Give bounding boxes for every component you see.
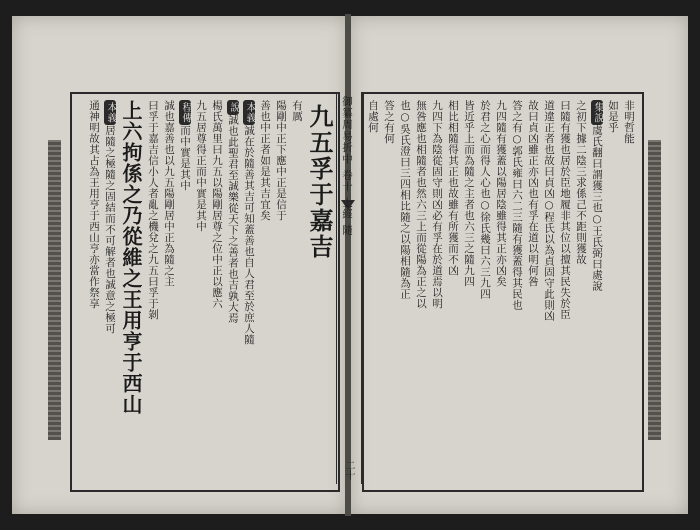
banner-title: 御纂周易折中 bbox=[341, 96, 353, 165]
right-page-column-text: 無咎應也相隨者也然六三上而從陽為正之以 bbox=[415, 100, 427, 309]
banner-footer: 隨 bbox=[341, 224, 353, 236]
left-page-column-text: 陽剛中正下應中正是信于 bbox=[275, 100, 287, 221]
right-page-column bbox=[383, 100, 395, 480]
right-page-column bbox=[463, 100, 475, 480]
left-page-column bbox=[195, 100, 207, 480]
right-page-column bbox=[607, 100, 619, 480]
right-page-column-text: 如是乎 bbox=[607, 100, 619, 133]
left-page-column bbox=[120, 100, 142, 480]
left-page-column bbox=[163, 100, 175, 480]
left-page-column bbox=[291, 100, 303, 480]
right-page-column-text: 曰隨有獲也居於臣地履非其位以擅其民失於臣 bbox=[559, 100, 571, 320]
banner-text bbox=[341, 96, 353, 236]
right-page-column-text: 故曰貞凶雖正亦凶也有孚在道以明何咎 bbox=[527, 100, 539, 287]
left-page-column-text: 誠在於隨善其吉可知蓋善也自人君至於庶人隨 bbox=[243, 125, 255, 345]
right-page-column bbox=[527, 100, 539, 480]
left-worn-edge bbox=[48, 140, 61, 440]
right-page-column-text: 相比相隨得其正也故雖有所獲而不凶 bbox=[447, 100, 459, 276]
left-page-column-tag: 本義 bbox=[105, 102, 116, 123]
left-page-column-text: 九五居尊得正而中實是其中 bbox=[195, 100, 207, 232]
right-page-column bbox=[399, 100, 411, 480]
left-page-column-text: 曰孚于嘉吉信小人者亂之機兌之九五曰孚于剝 bbox=[147, 100, 159, 320]
left-page-column-text: 誠也嘉善也以九五陽剛居中正為隨之主 bbox=[163, 100, 175, 287]
right-page-column-text: 於君之心而得人心也○徐氏幾曰六三九四 bbox=[479, 100, 491, 300]
left-page-column bbox=[147, 100, 159, 480]
right-page-column bbox=[543, 100, 555, 480]
left-page-column-text: 而中實是其中 bbox=[179, 125, 191, 191]
right-page-column-text: 道違正者也故曰貞凶○程氏以為貞固守此則凶 bbox=[543, 100, 555, 322]
right-page-column-text: 答之有○郭氏雍曰六二三隨有獲蓋得其民也 bbox=[511, 100, 523, 311]
right-page-column-text: 九四隨有獲蓋以陽居陰雖得其正亦凶矣 bbox=[495, 100, 507, 287]
right-page-column bbox=[511, 100, 523, 480]
left-page-column bbox=[227, 100, 239, 480]
left-page-column-text: 通神明故其占為王用亨于西山亨亦當作祭享 bbox=[88, 100, 100, 309]
left-page-column-tag: 程傳 bbox=[180, 102, 191, 123]
right-page-column bbox=[623, 100, 635, 480]
left-page-column-text: 居隨之極隨之固結而不可解者也誠意之極可 bbox=[104, 125, 116, 334]
left-page-column-tag: 說 bbox=[228, 102, 239, 113]
right-page-column-text: 非明哲能 bbox=[623, 100, 635, 144]
right-page-column-text: 答之有何 bbox=[383, 100, 395, 144]
left-page-column bbox=[104, 100, 116, 480]
left-page-column bbox=[275, 100, 287, 480]
page-number: 二十 bbox=[343, 460, 354, 480]
right-page-column-text: 之初下據二陰三求係己不距則獲故 bbox=[575, 100, 587, 265]
right-page-column bbox=[415, 100, 427, 480]
right-page-column-text: 自處何 bbox=[367, 100, 379, 133]
right-worn-edge bbox=[648, 140, 661, 440]
right-page-column-text: 九四下為陰從固守則凶必有孚在於道焉以明 bbox=[431, 100, 443, 309]
left-page-column bbox=[179, 100, 191, 480]
left-page-column-text: 有厲 bbox=[291, 100, 303, 122]
right-page-column bbox=[367, 100, 379, 480]
right-page-column-text: 虞氏翻曰謂獲三也○王氏弼曰處說 bbox=[591, 125, 603, 292]
right-page-column bbox=[559, 100, 571, 480]
banner-section: 上經 bbox=[341, 196, 353, 220]
right-page-column bbox=[479, 100, 491, 480]
right-page-column-text: 皆近乎上而為隨之主者也六三之隨九四 bbox=[463, 100, 475, 287]
left-page-column bbox=[259, 100, 271, 480]
right-page-column bbox=[495, 100, 507, 480]
right-page-column-tag: 集說 bbox=[592, 102, 603, 123]
left-page-column bbox=[243, 100, 255, 480]
left-page-column-text: 誠也此聖君至誠樂從天下之善者也吉孰大焉 bbox=[227, 114, 239, 324]
left-page-column-text: 楊氏萬里曰九五以陽剛居尊之位中正以應六 bbox=[211, 100, 223, 309]
right-page-column bbox=[447, 100, 459, 480]
left-page-column-text: 上六拘係之乃從維之王用亨于西山 bbox=[119, 100, 143, 415]
left-heading: 九五孚于嘉吉 bbox=[305, 104, 334, 260]
left-page-column-text: 善也中正者如是其吉宜矣 bbox=[259, 100, 271, 221]
right-page-column-text: 也○吳氏澄曰三四相比隨之以陽相隨為正 bbox=[399, 100, 411, 300]
banner-volume: 卷十 bbox=[341, 169, 353, 193]
left-page-column-tag: 本義 bbox=[244, 102, 255, 123]
right-page-column bbox=[591, 100, 603, 480]
left-page-column bbox=[88, 100, 100, 480]
left-page-column bbox=[211, 100, 223, 480]
right-page-column bbox=[431, 100, 443, 480]
right-page-column bbox=[575, 100, 587, 480]
